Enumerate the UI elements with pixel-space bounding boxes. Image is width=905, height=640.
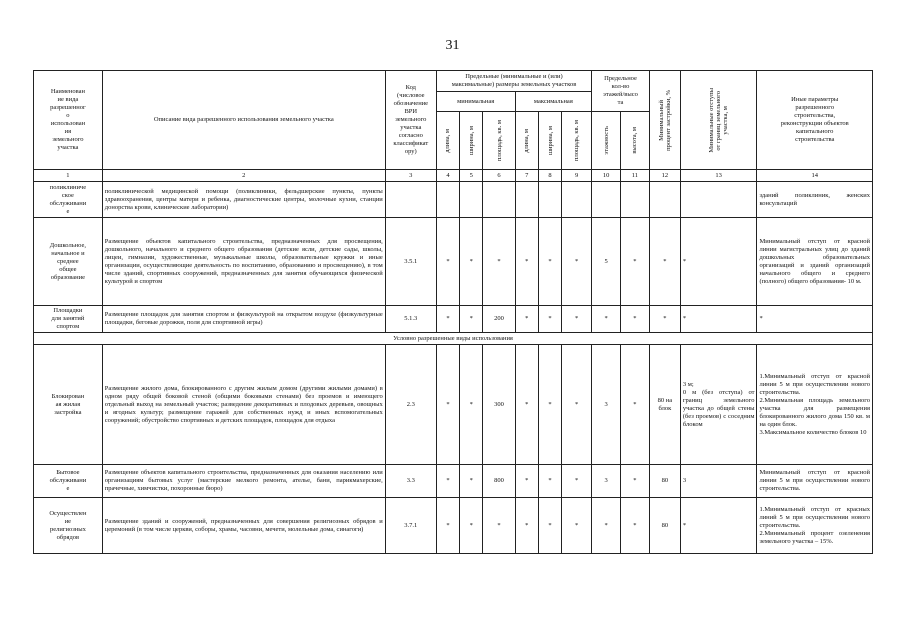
row-code: 3.7.1 — [385, 498, 436, 554]
max-area: * — [562, 218, 592, 306]
other-params: Минимальный отступ от красной линии магистральных улиц до зданий дошкольных образовательных организаций и зданий организаций начального общего и среднего (полного) общего образования- 10 м. — [757, 218, 873, 306]
row-name: поликлиниче ское обслуживани е — [34, 182, 103, 218]
col-number: 10 — [592, 170, 621, 182]
col-number: 13 — [680, 170, 757, 182]
header-floors-group: Предельное кол-во этажей/высо та — [592, 71, 650, 112]
max-width: * — [538, 498, 561, 554]
table-row — [34, 218, 873, 306]
max-width: * — [538, 345, 561, 465]
col-number: 7 — [515, 170, 538, 182]
min-area: * — [483, 498, 515, 554]
max-length: * — [515, 465, 538, 498]
min-length: * — [436, 465, 459, 498]
row-description: Размещение площадок для занятия спортом и физкультурой на открытом воздухе (физкультурные площадки, беговые дорожки, поля для спортивной игры) — [102, 306, 385, 333]
other-params: * — [757, 306, 873, 333]
max-width: * — [538, 218, 561, 306]
max-length: * — [515, 345, 538, 465]
header-setbacks: Минимальные отступы от границ земельного участка, м — [680, 71, 757, 170]
min-area — [483, 182, 515, 218]
col-number: 4 — [436, 170, 459, 182]
table-row — [34, 306, 873, 333]
height: * — [620, 465, 649, 498]
floors: 5 — [592, 218, 621, 306]
col-number: 14 — [757, 170, 873, 182]
max-area: * — [562, 306, 592, 333]
header-min-width: ширина, м — [460, 112, 483, 170]
row-code: 2.3 — [385, 345, 436, 465]
setback: 3 м; 0 м (без отступа) от границ земельного участка до общей стены (без проемов) с соседним блоком — [680, 345, 757, 465]
header-other-params: Иные параметры разрешенного строительства, реконструкции объектов капитального строительства — [757, 71, 873, 170]
header-height: высота, м — [620, 112, 649, 170]
max-area: * — [562, 345, 592, 465]
page-number: 31 — [445, 38, 460, 53]
max-length: * — [515, 498, 538, 554]
table-row — [34, 345, 873, 465]
min-width — [460, 182, 483, 218]
header-max-group: максимальная — [515, 92, 592, 112]
build-percent: 80 — [649, 465, 680, 498]
table-row — [34, 498, 873, 554]
height — [620, 182, 649, 218]
land-use-table — [33, 70, 873, 554]
build-percent: * — [649, 218, 680, 306]
build-percent — [649, 182, 680, 218]
max-area: * — [562, 498, 592, 554]
header-min-group: минимальная — [436, 92, 515, 112]
other-params: 1.Минимальный отступ от красной линии 5 м при осуществлении нового строительства. 2.Минимальная площадь земельного участка для размещения блокированного жилого дома 150 кв. м на один блок. 3.Максимальное количество блоков 10 — [757, 345, 873, 465]
max-length: * — [515, 306, 538, 333]
setback — [680, 182, 757, 218]
min-length: * — [436, 306, 459, 333]
section-title: Условно разрешенные виды использования — [34, 333, 873, 345]
min-area: * — [483, 218, 515, 306]
header-max-area: площадь, кв. м — [562, 112, 592, 170]
setback: 3 — [680, 465, 757, 498]
other-params: Минимальный отступ от красной линии 5 м при осуществлении нового строительства. — [757, 465, 873, 498]
header-min-length: длина, м — [436, 112, 459, 170]
header-min-area: площадь, кв. м — [483, 112, 515, 170]
floors: 3 — [592, 345, 621, 465]
section-row — [34, 333, 873, 345]
header-description: Описание вида разрешенного использования земельного участка — [102, 71, 385, 170]
setback: * — [680, 306, 757, 333]
row-code: 3.3 — [385, 465, 436, 498]
floors — [592, 182, 621, 218]
header-name: Наименован ие вида разрешенног о использован ия земельного участка — [34, 71, 103, 170]
min-width: * — [460, 345, 483, 465]
max-length: * — [515, 218, 538, 306]
setback: * — [680, 498, 757, 554]
col-number: 11 — [620, 170, 649, 182]
header-limits-group: Предельные (минимальные и (или) максимальные) размеры земельных участков — [436, 71, 591, 92]
col-number: 9 — [562, 170, 592, 182]
min-width: * — [460, 465, 483, 498]
height: * — [620, 498, 649, 554]
row-description: Размещение объектов капитального строительства, предназначенных для оказания населению или организациям бытовых услуг (мастерские мелкого ремонта, ателье, бани, парикмахерские, прачечные, химчистки, похоронные бюро) — [102, 465, 385, 498]
build-percent: 80 — [649, 498, 680, 554]
floors: 3 — [592, 465, 621, 498]
col-number: 5 — [460, 170, 483, 182]
row-description: Размещение зданий и сооружений, предназначенных для совершения религиозных обрядов и церемоний (в том числе церкви, соборы, храмы, часовни, мечети, молельные дома, синагоги) — [102, 498, 385, 554]
min-area: 200 — [483, 306, 515, 333]
column-number-row — [34, 170, 873, 182]
col-number: 6 — [483, 170, 515, 182]
build-percent: 80 на блок — [649, 345, 680, 465]
header-build-percent: Минимальный процент застройки, % — [649, 71, 680, 170]
col-number: 3 — [385, 170, 436, 182]
row-description: Размещение объектов капитального строительства, предназначенных для просвещения, дошкольного, начального и среднего общего образования (детские ясли, детские сады, школы, лицеи, гимназии, художественные, музыкальные школы, образовательные кружки и иные организации, осуществляющие деятельность по воспитанию, образованию и просвещению), в том числе зданий, спортивных сооружений, предназначенных для занятия обучающихся физической культурой и спортом — [102, 218, 385, 306]
col-number: 1 — [34, 170, 103, 182]
col-number: 2 — [102, 170, 385, 182]
header-code: Код (числовое обозначение ВРИ земельного участка согласно классификат ору) — [385, 71, 436, 170]
col-number: 8 — [538, 170, 561, 182]
max-width: * — [538, 306, 561, 333]
header-max-width: ширина, м — [538, 112, 561, 170]
min-width: * — [460, 306, 483, 333]
max-area — [562, 182, 592, 218]
min-length: * — [436, 345, 459, 465]
row-name: Осуществлен ие религиозных обрядов — [34, 498, 103, 554]
max-area: * — [562, 465, 592, 498]
min-area: 300 — [483, 345, 515, 465]
height: * — [620, 218, 649, 306]
min-area: 800 — [483, 465, 515, 498]
row-name: Блокирован ая жилая застройка — [34, 345, 103, 465]
other-params: зданий поликлиник, женских консультаций — [757, 182, 873, 218]
row-name: Бытовое обслуживани е — [34, 465, 103, 498]
build-percent: * — [649, 306, 680, 333]
min-length: * — [436, 218, 459, 306]
max-width — [538, 182, 561, 218]
min-length: * — [436, 498, 459, 554]
row-description: Размещение жилого дома, блокированного с другим жилым домом (другими жилыми домами) в одном ряду общей боковой стеной (общими боковыми стенами) без проемов и имеющего отдельный выход на земельный участок; разведение декоративных и плодовых деревьев, овощных и ягодных культур; размещение гаражей для собственных нужд и иных вспомогательных сооружений; обустройство спортивных и детских площадок, площадок для отдыха — [102, 345, 385, 465]
height: * — [620, 345, 649, 465]
table-row — [34, 182, 873, 218]
row-code: 5.1.3 — [385, 306, 436, 333]
max-length — [515, 182, 538, 218]
header-max-length: длина, м — [515, 112, 538, 170]
floors: * — [592, 306, 621, 333]
row-description: поликлинической медицинской помощи (поликлиники, фельдшерские пункты, пункты здравоохранения, центры матери и ребенка, диагностические центры, молочные кухни, станции донорства крови, клинические лаборатории) — [102, 182, 385, 218]
row-name: Дошкольное, начальное и среднее общее образование — [34, 218, 103, 306]
header-floors: этажность — [592, 112, 621, 170]
height: * — [620, 306, 649, 333]
min-width: * — [460, 218, 483, 306]
floors: * — [592, 498, 621, 554]
col-number: 12 — [649, 170, 680, 182]
row-name: Площадки для занятий спортом — [34, 306, 103, 333]
table-row — [34, 465, 873, 498]
max-width: * — [538, 465, 561, 498]
min-length — [436, 182, 459, 218]
other-params: 1.Минимальный отступ от красных линий 5 м при осуществлении нового строительства. 2.Минимальный процент озеленения земельного участка – 15%. — [757, 498, 873, 554]
min-width: * — [460, 498, 483, 554]
row-code — [385, 182, 436, 218]
conditional-rows — [34, 345, 873, 554]
setback: * — [680, 218, 757, 306]
row-code: 3.5.1 — [385, 218, 436, 306]
main-rows — [34, 182, 873, 333]
